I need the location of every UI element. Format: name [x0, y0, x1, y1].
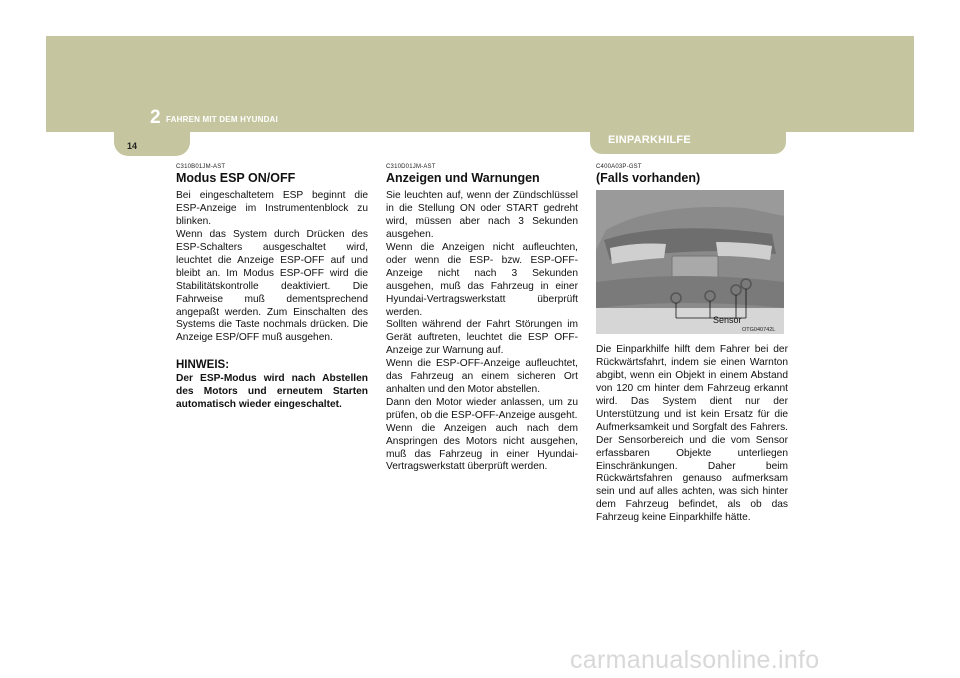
car-rear-illustration — [596, 190, 784, 334]
watermark: carmanualsonline.info — [570, 646, 820, 674]
note-heading: HINWEIS: — [176, 359, 230, 372]
car-rear-photo — [596, 190, 784, 334]
column-parking-assist — [596, 164, 788, 525]
section-heading: Modus ESP ON/OFF — [176, 171, 296, 185]
column-esp-mode — [176, 164, 368, 412]
section-code: C310B01JM-AST — [176, 164, 226, 170]
section-body: Bei eingeschaltetem ESP beginnt die ESP-Anzeige im Instrumentenblock zu blinken. Wenn das System durch Drücken des ESP-Schalters ausgeschaltet wird, leuchtet die Anzeige ESP-OFF auf und bleibt an. Im Modus ESP-OFF wird die Stabilitätskontrolle deaktiviert. Die Fahrweise muß dementsprechend angepaßt werden. Zum Einschalten des Systems die Taste nochmals drücken. Die Anzeige ESP/OFF muß ausgehen. — [176, 190, 368, 344]
column-indicators — [386, 164, 578, 474]
chapter-number: 2 — [150, 107, 161, 128]
section-body: Die Einparkhilfe hilft dem Fahrer bei der Rückwärtsfahrt, indem sie einen Warnton abgibt, wenn ein Objekt in einem Abstand von 120 cm hinter dem Fahrzeug erkannt wird. Das System dient nur der Unterstützung und ist kein Ersatz für die Aufmerksamkeit und Sorgfalt des Fahrers. Der Sensorbereich und die vom Sensor erfassbaren Objekte unterliegen Einschränkungen. Daher beim Rückwärtsfahren genauso aufmerksam sein und auf alles achten, was sich hinter dem Fahrzeug befindet, als ob das Fahrzeug keine Einparkhilfe hätte. — [596, 344, 788, 524]
note-body: Der ESP-Modus wird nach Abstellen des Motors und erneutem Starten automatisch wieder eingeschaltet. — [176, 373, 368, 411]
section-code: C310D01JM-AST — [386, 164, 436, 170]
page-number-tab — [114, 132, 190, 156]
page-number: 14 — [127, 141, 138, 151]
chapter-title: FAHREN MIT DEM HYUNDAI — [166, 115, 278, 124]
section-code: C400A03P-GST — [596, 164, 642, 170]
section-heading: Anzeigen und Warnungen — [386, 171, 540, 185]
section-heading: (Falls vorhanden) — [596, 171, 701, 185]
section-body: Sie leuchten auf, wenn der Zündschlüssel in die Stellung ON oder START gedreht wird, müssen aber nach 3 Sekunden ausgehen. Wenn die Anzeigen nicht aufleuchten, oder wenn die ESP- bzw. ESP-OFF-Anzeige nicht nach 3 Sekunden ausgehen, muß das Fahrzeug in einer Hyundai-Vertragswerkstatt überprüft werden. Sollten während der Fahrt Störungen im Gerät auftreten, leuchtet die ESP OFF-Anzeige zur Warnung auf. Wenn die ESP-OFF-Anzeige aufleuchtet, das Fahrzeug an einem sicheren Ort anhalten und den Motor abstellen. Dann den Motor wieder anlassen, um zu prüfen, ob die ESP-OFF-Anzeige ausgeht. Wenn die Anzeigen auch nach dem Anspringen des Motors nicht ausgehen, muß das Fahrzeug in einer Hyundai-Vertragswerkstatt überprüft werden. — [386, 190, 578, 473]
sensor-label: Sensor — [713, 315, 742, 326]
photo-code: OTG040742L — [742, 327, 776, 334]
section-title: EINPARKHILFE — [608, 134, 691, 146]
